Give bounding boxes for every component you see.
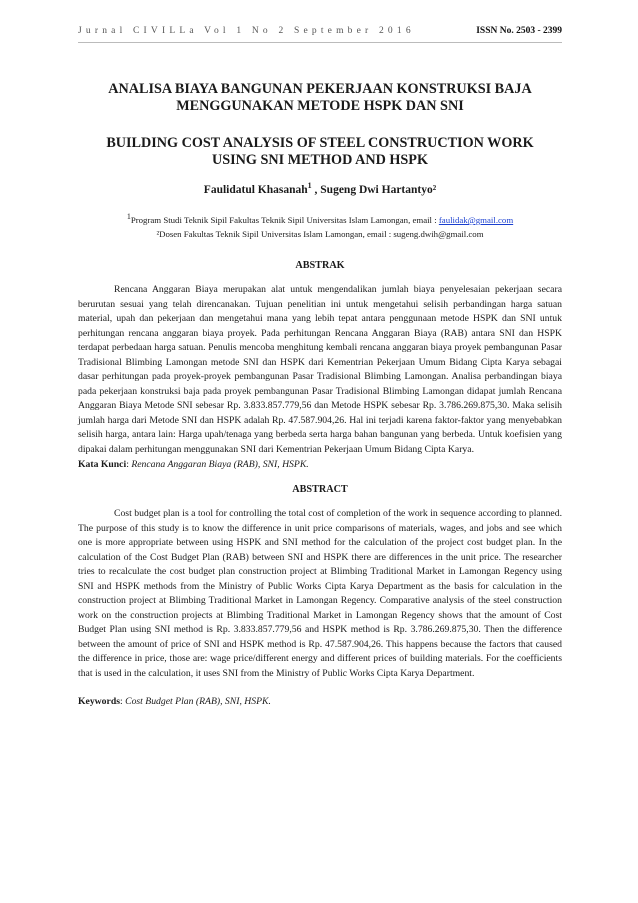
author-1: Faulidatul Khasanah — [203, 184, 308, 196]
abstract-heading: ABSTRACT — [292, 484, 348, 495]
kata-kunci: Kata Kunci: Rencana Anggaran Biaya (RAB), SNI, HSPK. — [78, 459, 309, 470]
keywords-values: Cost Budget Plan (RAB), SNI, HSPK. — [125, 696, 271, 707]
abstract-text: Cost budget plan is a tool for controlling the total cost of completion of the work in sequence according to planned. The purpose of this study is to know the difference in unit price comparisons of materials, wages, and jobs and see which one is more appropriate between using HSPK and SNI method for the calculation of the project cost budget plan. In the calculation of the Cost Budget Plan (RAB) between SNI and HSPK there are differences in the unit price. The researcher tries to recalculate the cost budget plan construction project at Blimbing Traditional Market in Lamongan Regency using SNI and HSPK methods from the Ministry of Public Works Cipta Karya Department as the basis for calculation in the construction project at Blimbing Traditional Market in Lamongan Regency. Comparative analysis of the steel construction work on the construction projects at Blimbing Traditional Market in Lamongan Regency shows that the amount of Cost Budget Plan using SNI method is Rp. 3.833.857.779,56 and HSPK method is Rp. 3.786.269.875,30. Then the difference between the amount of price of SNI and HSPK method is Rp. 47.587.904,26. This happens because the factors that caused the difference in price, those are: wage price/different energy and different prices of building materials. For the coefficients that is used in the calculation, it uses SNI from the Ministry of Public Works Cipta Karya Department. — [78, 508, 562, 679]
running-header — [78, 26, 562, 40]
affiliation-2: ²Dosen Fakultas Teknik Sipil Universitas Islam Lamongan, email : sugeng.dwih@gmail.com — [156, 229, 484, 239]
author-list — [78, 181, 562, 196]
title-indonesian-line-1: ANALISA BIAYA BANGUNAN PEKERJAAN KONSTRUKSI BAJA — [108, 81, 532, 97]
affiliation-1-superscript: 1 — [126, 212, 131, 222]
author-separator: , — [311, 184, 321, 196]
title-english-line-2: USING SNI METHOD AND HSPK — [212, 152, 428, 168]
abstract-body — [78, 507, 562, 681]
title-english-line-1: BUILDING COST ANALYSIS OF STEEL CONSTRUCTION WORK — [106, 135, 534, 151]
title-english — [78, 135, 562, 169]
affiliation-1-email-link[interactable]: faulidak@gmail.com — [438, 215, 514, 225]
journal-name: Jurnal CIVILLa Vol 1 No 2 September 2016 — [78, 26, 415, 36]
keywords-label: Keywords — [78, 696, 120, 707]
affiliation-1-text: Program Studi Teknik Sipil Fakultas Teknik Sipil Universitas Islam Lamongan, email : — [130, 215, 439, 225]
title-indonesian-line-2: MENGGUNAKAN METODE HSPK DAN SNI — [176, 98, 464, 114]
kata-kunci-values: Rencana Anggaran Biaya (RAB), SNI, HSPK. — [131, 459, 309, 470]
author-2: Sugeng Dwi Hartantyo² — [320, 184, 437, 196]
header-rule — [78, 42, 562, 43]
abstrak-heading: ABSTRAK — [295, 260, 345, 271]
title-indonesian — [78, 81, 562, 115]
author-1-superscript: 1 — [307, 181, 312, 191]
kata-kunci-label: Kata Kunci — [78, 459, 127, 470]
abstrak-body — [78, 283, 562, 457]
affiliation-1 — [78, 212, 562, 225]
abstrak-text: Rencana Anggaran Biaya merupakan alat untuk mengendalikan jumlah biaya penyelesaian pekerjaan secara berurutan sesuai yang telah direncanakan. Tujuan penelitian ini untuk mengetahui selisih perbandingan harga satuan material, upah dan pekerjaan dan mengetahui mana yang lebih tepat antara penggunaan metode HSPK dan SNI untuk perhitungan rencana anggaran biaya proyek. Pada perhitungan Rencana Anggaran Biaya (RAB) antara SNI dan HSPK terdapat perbedaan harga satuan. Penulis mencoba menghitung kembali rencana anggaran biaya proyek pembangunan Pasar Tradisional Blimbing Lamongan metode SNI dan HSPK dari Kementrian Pekerjaan Umum Bidang Cipta Karya sebagai dasar perhitungan pada proyek-proyek pembangunan Pasar Tradisional Blimbing Lamongan. Analisa perbandingan biaya pada pekerjaan konstruksi baja pada proyek pembangunan Pasar Tradisional Blimbing Lamongan didapat jumlah Rencana Anggaran Biaya Metode SNI sebesar Rp. 3.833.857.779,56 dan Metode HSPK sebesar Rp. 3.786.269.875,30. Maka selisih jumlah harga dari Metode SNI dan HSPK adalah Rp. 47.587.904,26. Hal ini terjadi karena faktor-faktor yang menyebabkan selisih harga, antara lain: Harga upah/tenaga yang berbeda serta harga bahan bangunan yang berbeda. Untuk koefisien yang dipakai dalam perhitungan menggunakan SNI dari Kementrian Pekerjaan Umum Bidang Cipta Karya. — [78, 284, 562, 455]
keywords: Keywords: Cost Budget Plan (RAB), SNI, HSPK. — [78, 696, 271, 707]
issn-number: ISSN No. 2503 - 2399 — [476, 26, 562, 36]
